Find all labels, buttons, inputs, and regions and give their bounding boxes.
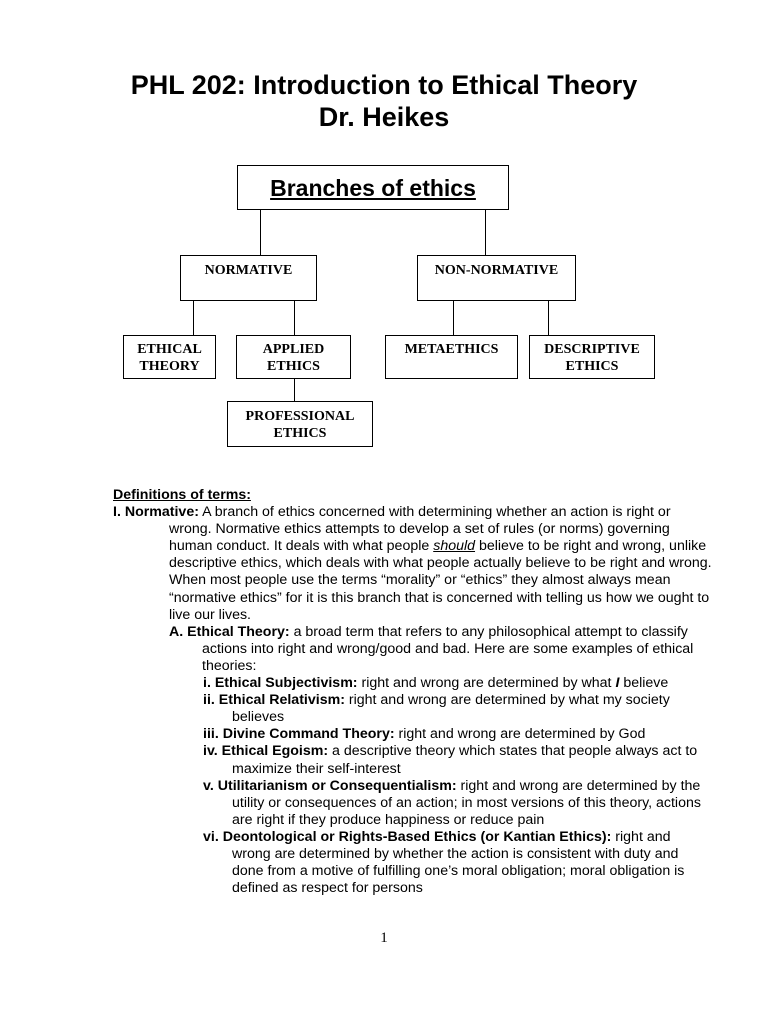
descriptive-ethics-box [529,335,655,379]
non-normative-box [417,255,576,301]
descriptive-ethics-label-line2: ETHICS [565,359,619,374]
emphasis-should: should [433,538,476,555]
definitions-heading: Definitions of terms: [113,487,251,503]
definitions-section [113,487,713,897]
ethical-theory-label-line2: THEORY [139,359,200,374]
metaethics-box [385,335,518,379]
professional-ethics-box [227,401,373,447]
ethical-theory-definition: A. Ethical Theory: a broad term that refers to any philosophical attempt to classify actions into right and wrong/good and bad. Here are some examples of ethical theories: [169,623,694,674]
non-normative-label: NON-NORMATIVE [434,263,559,278]
connector-line [485,209,486,255]
list-item: v. Utilitarianism or Consequentialism: right and wrong are determined by the utility or consequences of an action; in most versions of this theory, actions are right if they produce happiness or reduce pain [203,777,701,828]
connector-line [294,300,295,335]
applied-ethics-box [236,335,351,379]
list-item: ii. Ethical Relativism: right and wrong are determined by what my society believes [203,692,670,726]
professional-ethics-label-line2: ETHICS [273,426,327,441]
ethical-theory-box [123,335,216,379]
descriptive-ethics-label-line1: DESCRIPTIVE [544,342,640,357]
applied-ethics-label-line1: APPLIED [262,342,325,357]
page-number: 1 [380,930,388,946]
connector-line [260,209,261,255]
applied-ethics-label-line2: ETHICS [267,359,320,374]
document-title: PHL 202: Introduction to Ethical Theory [130,70,638,100]
emphasis-i: I [615,675,620,692]
author-name: Dr. Heikes [318,102,450,132]
normative-label: NORMATIVE [204,263,293,278]
normative-definition: I. Normative: A branch of ethics concerned with determining whether an action is right or wrong. Normative ethics attempts to develop a set of rules (or norms) governing human conduct. It deals with what people should believe to be right and wrong, unlike descriptive ethics, which deals with what people actually believe to be right and wrong. When most people use the terms “morality” or “ethics” they almost always mean “normative ethics” for it is this branch that is concerned with telling us how we ought to live our lives. [113,504,712,623]
list-item: i. Ethical Subjectivism: right and wrong are determined by what I believe [203,675,669,692]
list-item: iv. Ethical Egoism: a descriptive theory which states that people always act to maximize their self-interest [203,743,698,777]
professional-ethics-label-line1: PROFESSIONAL [245,409,355,424]
theories-list [113,675,713,897]
ethical-theory-label-line1: ETHICAL [137,342,202,357]
connector-line [453,300,454,335]
list-item: iii. Divine Command Theory: right and wrong are determined by God [203,726,646,743]
connector-line [193,300,194,335]
list-item: vi. Deontological or Rights-Based Ethics (or Kantian Ethics): right and wrong are determined by whether the action is consistent with duty and done from a motive of fulfilling one’s moral obligation; moral obligation is defined as respect for persons [203,828,685,897]
connector-line [548,300,549,335]
metaethics-label: METAETHICS [404,342,499,357]
connector-line [294,379,295,401]
normative-box [180,255,317,301]
branches-diagram [0,0,768,460]
normative-term: I. Normative: [113,504,199,521]
ethical-theory-term: A. Ethical Theory: [169,623,290,640]
branches-of-ethics-box: Branches of ethics [237,165,509,210]
